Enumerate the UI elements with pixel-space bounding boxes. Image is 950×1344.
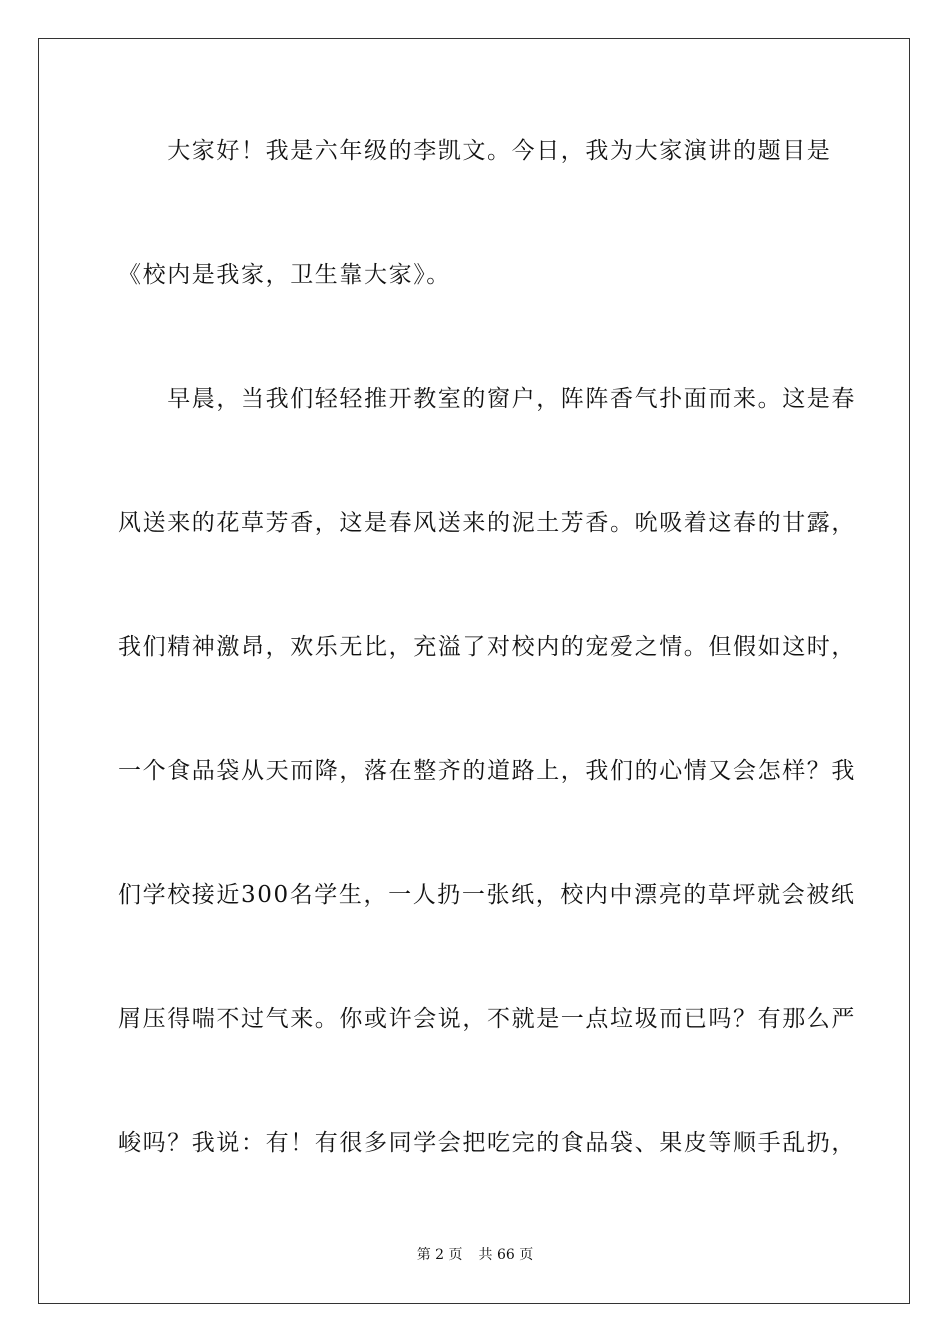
paragraph-line: 大家好！我是六年级的李凯文。今日，我为大家演讲的题目是 xyxy=(118,138,832,164)
paragraph-line: 峻吗？我说：有！有很多同学会把吃完的食品袋、果皮等顺手乱扔， xyxy=(118,1130,856,1156)
paragraph-line: 一个食品袋从天而降，落在整齐的道路上，我们的心情又会怎样？我 xyxy=(118,758,856,784)
paragraph-line: 们学校接近300名学生，一人扔一张纸，校内中漂亮的草坪就会被纸 xyxy=(118,882,856,908)
paragraph-line: 我们精神激昂，欢乐无比，充溢了对校内的宠爱之情。但假如这时， xyxy=(118,634,856,660)
total-pages: 共 66 页 xyxy=(478,1247,534,1263)
paragraph-line: 风送来的花草芳香，这是春风送来的泥土芳香。吮吸着这春的甘露， xyxy=(118,510,856,536)
paragraph-line: 早晨，当我们轻轻推开教室的窗户，阵阵香气扑面而来。这是春 xyxy=(118,386,856,412)
page-number: 第 2 页 xyxy=(416,1247,463,1263)
paragraph-line: 《校内是我家，卫生靠大家》。 xyxy=(118,262,451,288)
page-border xyxy=(38,38,910,1304)
paragraph-line: 屑压得喘不过气来。你或许会说，不就是一点垃圾而已吗？有那么严 xyxy=(118,1006,856,1032)
page-footer xyxy=(0,1246,950,1264)
